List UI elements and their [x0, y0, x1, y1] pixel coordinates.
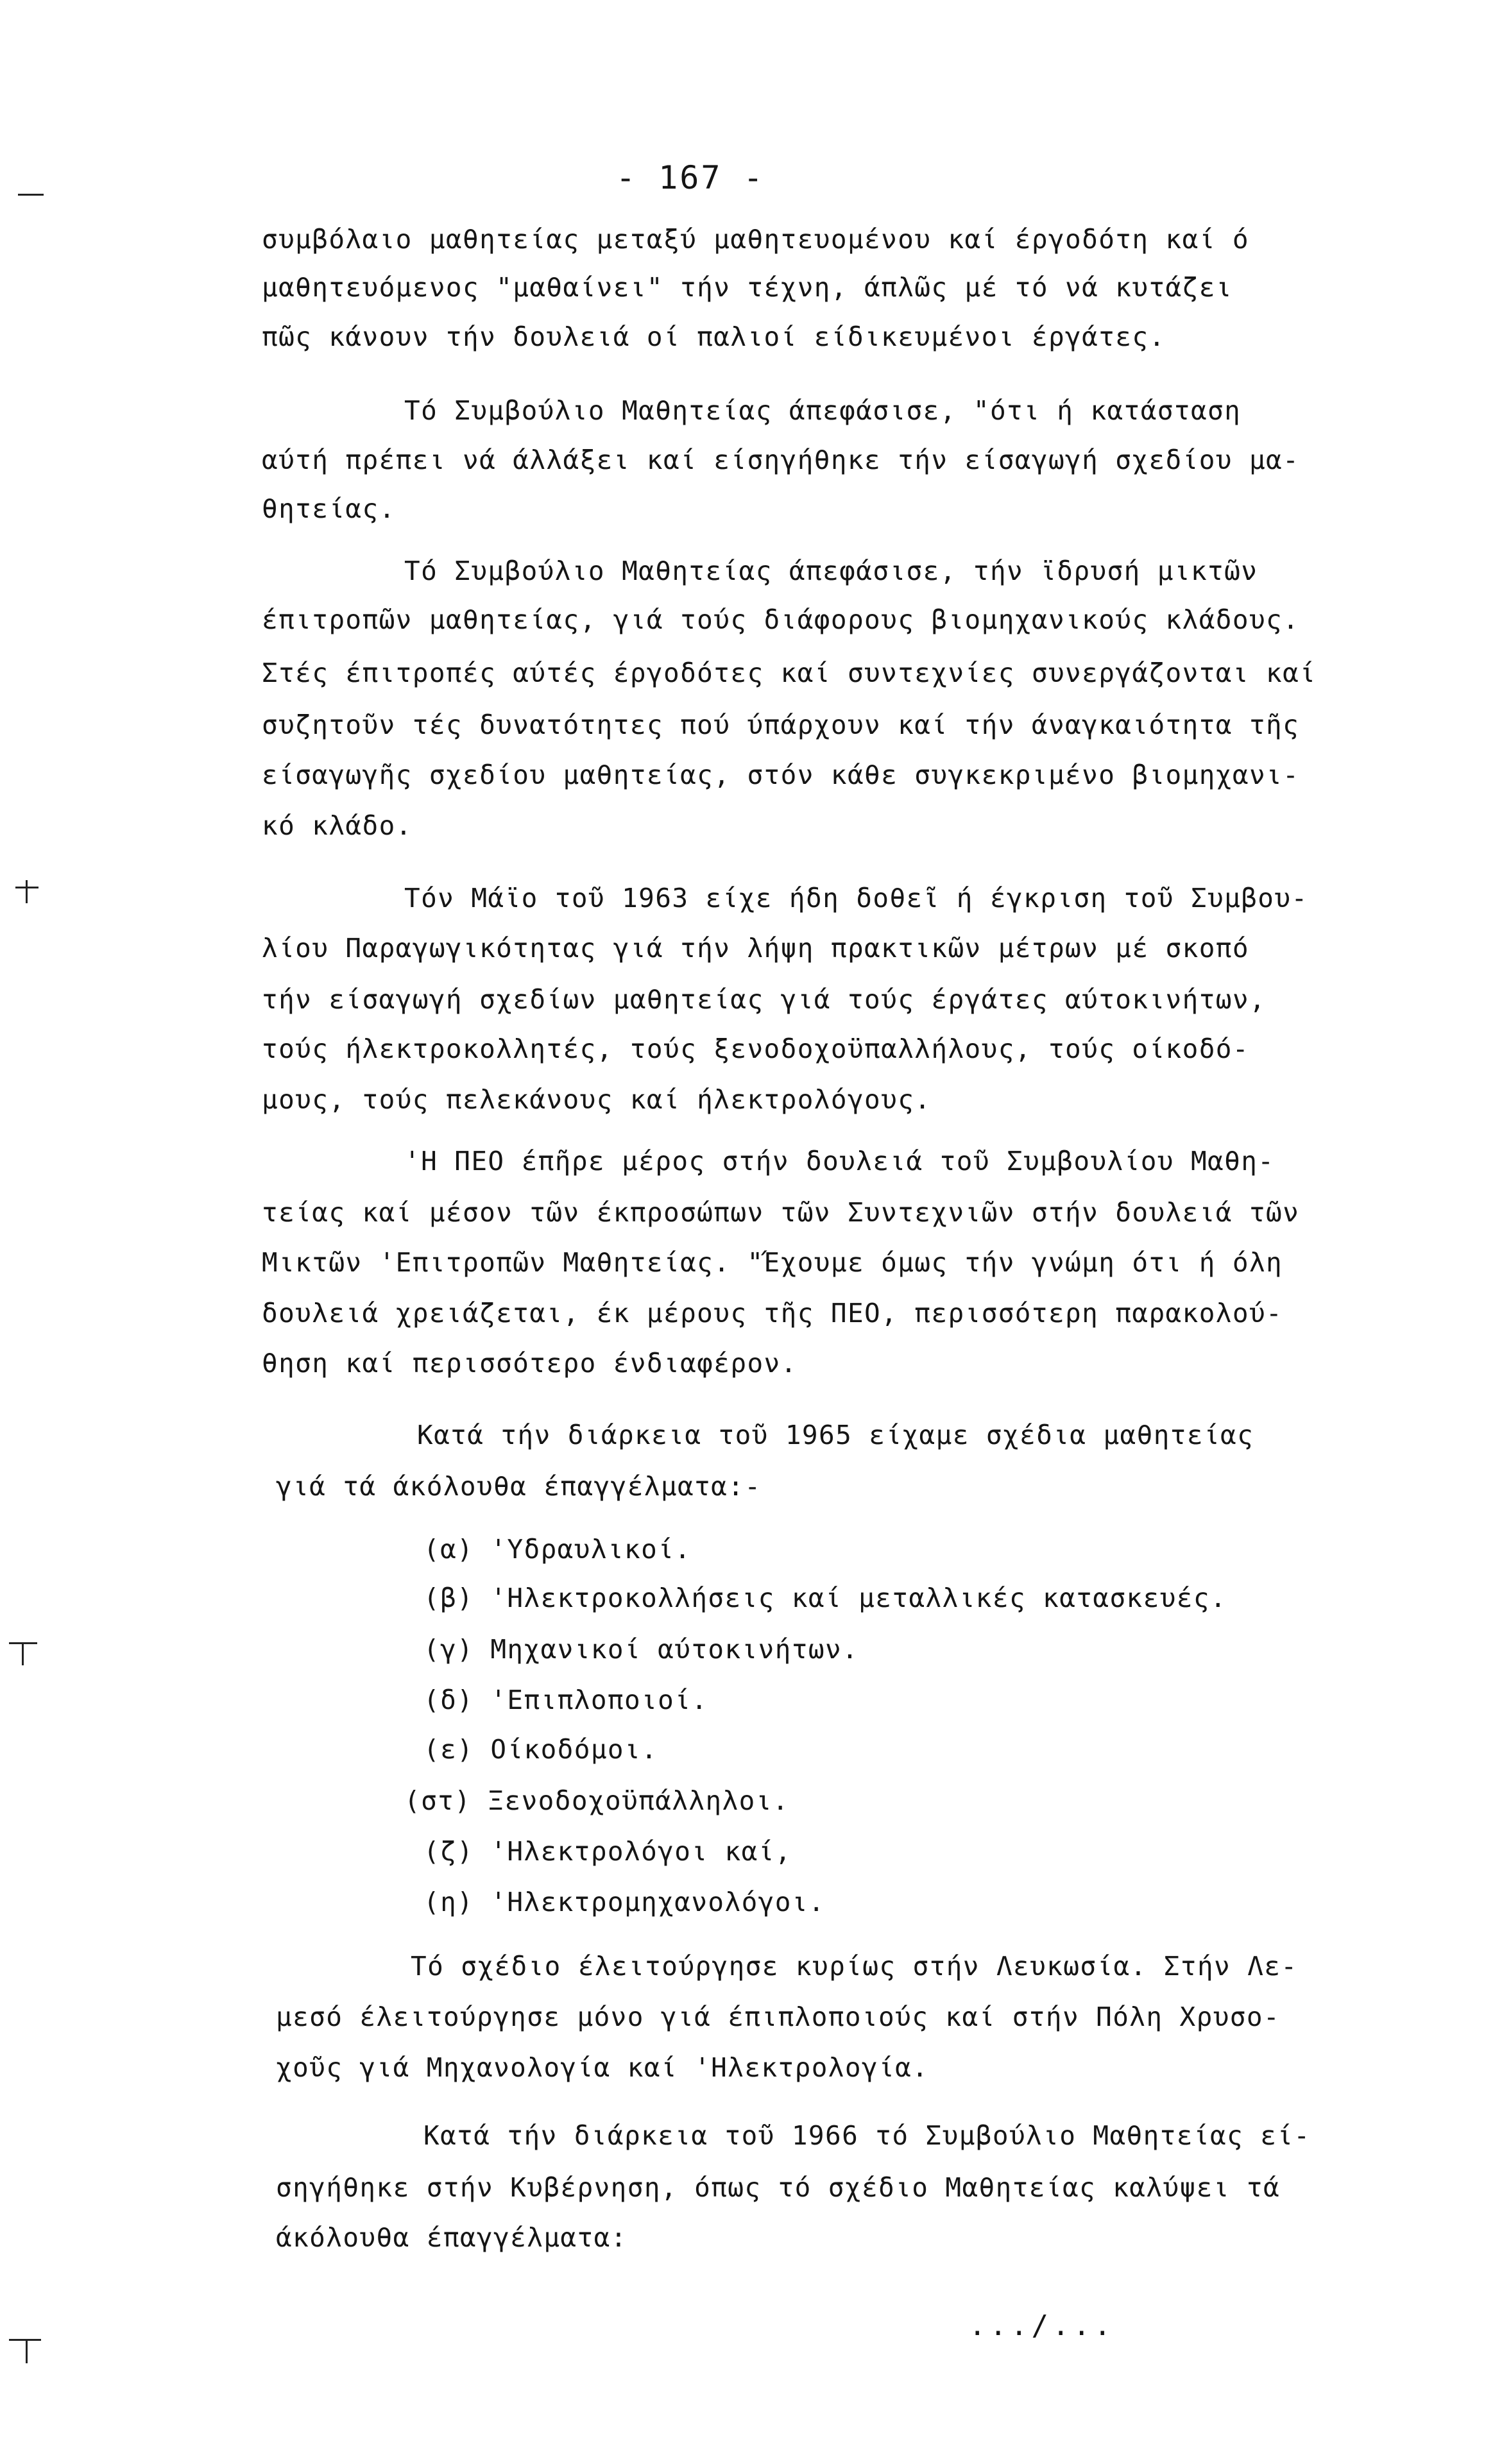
margin-mark — [26, 2339, 28, 2363]
text-line: έπιτροπῶν μαθητείας, γιά τούς διάφορους βιομηχανικούς κλάδους. — [262, 604, 1300, 635]
margin-mark — [26, 880, 28, 903]
text-line: συζητοῦν τές δυνατότητες πού ύπάρχουν καί τήν άναγκαιότητα τῆς — [262, 709, 1300, 740]
text-line: τήν είσαγωγή σχεδίων μαθητείας γιά τούς έργάτες αύτοκινήτων, — [262, 984, 1267, 1015]
text-line: άκόλουθα έπαγγέλματα: — [276, 2222, 627, 2253]
text-line: Τόν Μάϊο τοῦ 1963 είχε ήδη δοθεῖ ή έγκριση τοῦ Συμβου- — [404, 883, 1308, 913]
text-line: 'Η ΠΕΟ έπῆρε μέρος στήν δουλειά τοῦ Συμβουλίου Μαθη- — [404, 1146, 1275, 1177]
text-line: χοῦς γιά Μηχανολογία καί 'Ηλεκτρολογία. — [276, 2052, 929, 2083]
text-line: Κατά τήν διάρκεια τοῦ 1965 είχαμε σχέδια μαθητείας — [417, 1420, 1254, 1450]
list-item: (η) 'Ηλεκτρομηχανολόγοι. — [423, 1887, 826, 1917]
margin-mark — [18, 194, 44, 196]
continuation-marker: .../... — [969, 2309, 1115, 2342]
margin-mark — [9, 2339, 41, 2341]
margin-mark — [22, 1642, 24, 1665]
text-line: Κατά τήν διάρκεια τοῦ 1966 τό Συμβούλιο Μαθητείας εί- — [423, 2120, 1311, 2151]
text-line: γιά τά άκόλουθα έπαγγέλματα:- — [276, 1471, 762, 1502]
text-line: συμβόλαιο μαθητείας μεταξύ μαθητευομένου καί έργοδότη καί ό — [262, 224, 1249, 255]
text-line: πῶς κάνουν τήν δουλειά οί παλιοί είδικευμένοι έργάτες. — [262, 321, 1166, 352]
list-item: (ε) Οίκοδόμοι. — [423, 1734, 658, 1765]
list-item: (δ) 'Επιπλοποιοί. — [423, 1685, 708, 1715]
text-line: Τό Συμβούλιο Μαθητείας άπεφάσισε, "ότι ή κατάσταση — [404, 395, 1242, 426]
text-line: Τό σχέδιο έλειτούργησε κυρίως στήν Λευκωσία. Στήν Λε- — [411, 1951, 1298, 1982]
text-line: είσαγωγῆς σχεδίου μαθητείας, στόν κάθε συγκεκριμένο βιομηχανι- — [262, 760, 1300, 790]
list-item: (γ) Μηχανικοί αύτοκινήτων. — [423, 1634, 859, 1665]
text-line: λίου Παραγωγικότητας γιά τήν λήψη πρακτικῶν μέτρων μέ σκοπό — [262, 933, 1249, 964]
list-item: (στ) Ξενοδοχοϋπάλληλοι. — [404, 1785, 789, 1816]
text-line: τείας καί μέσον τῶν έκπροσώπων τῶν Συντεχνιῶν στήν δουλειά τῶν — [262, 1197, 1300, 1228]
text-line: μους, τούς πελεκάνους καί ήλεκτρολόγους. — [262, 1084, 932, 1115]
text-line: Μικτῶν 'Επιτροπῶν Μαθητείας. "Έχουμε όμως τήν γνώμη ότι ή όλη — [262, 1247, 1283, 1278]
text-line: κό κλάδο. — [262, 810, 413, 841]
text-line: σηγήθηκε στήν Κυβέρνηση, όπως τό σχέδιο Μαθητείας καλύψει τά — [276, 2172, 1281, 2203]
text-line: μεσό έλειτούργησε μόνο γιά έπιπλοποιούς καί στήν Πόλη Χρυσο- — [276, 2001, 1281, 2032]
text-line: Στές έπιτροπές αύτές έργοδότες καί συντεχνίες συνεργάζονται καί — [262, 658, 1317, 688]
list-item: (ζ) 'Ηλεκτρολόγοι καί, — [423, 1836, 792, 1867]
text-line: μαθητευόμενος "μαθαίνει" τήν τέχνη, άπλῶς μέ τό νά κυτάζει — [262, 272, 1233, 303]
list-item: (α) 'Υδραυλικοί. — [423, 1534, 692, 1565]
text-line: Τό Συμβούλιο Μαθητείας άπεφάσισε, τήν ϊδρυσή μικτῶν — [404, 556, 1258, 586]
page-number: - 167 - — [616, 159, 765, 196]
text-line: τούς ήλεκτροκολλητές, τούς ξενοδοχοϋπαλλήλους, τούς οίκοδό- — [262, 1033, 1249, 1064]
text-line: αύτή πρέπει νά άλλάξει καί είσηγήθηκε τήν είσαγωγή σχεδίου μα- — [262, 445, 1300, 475]
text-line: δουλειά χρειάζεται, έκ μέρους τῆς ΠΕΟ, περισσότερη παρακολού- — [262, 1298, 1283, 1329]
text-line: θηση καί περισσότερο ένδιαφέρον. — [262, 1348, 798, 1379]
list-item: (β) 'Ηλεκτροκολλήσεις καί μεταλλικές κατασκευές. — [423, 1583, 1227, 1613]
text-line: θητείας. — [262, 493, 396, 524]
